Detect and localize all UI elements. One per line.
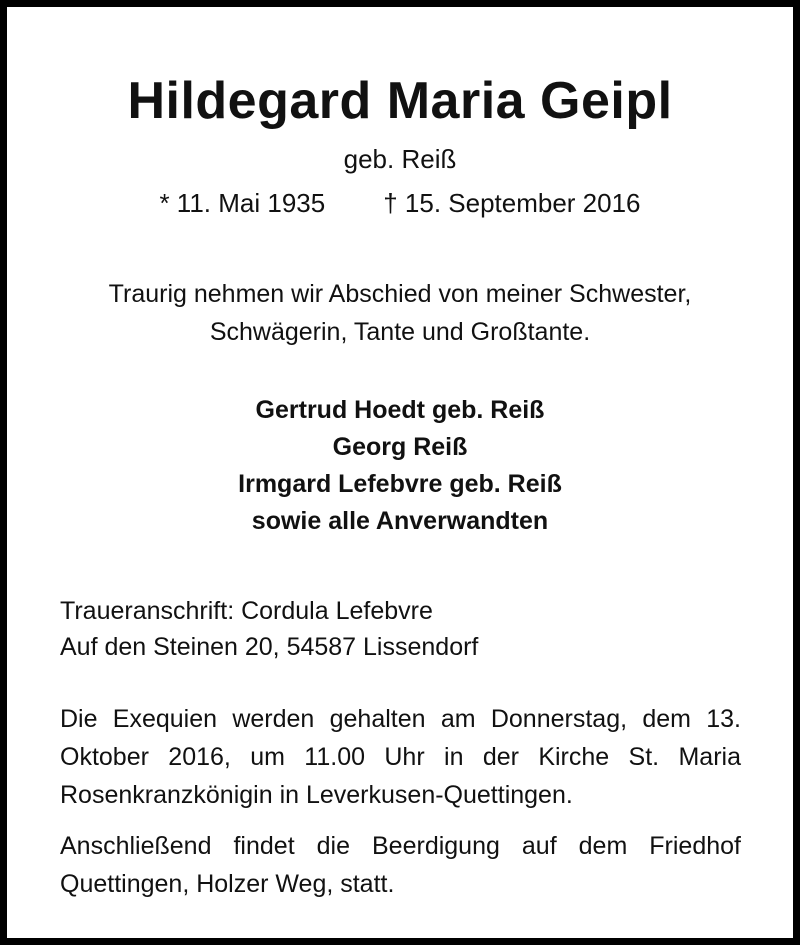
mourner-name: sowie alle Anverwandten <box>251 507 549 535</box>
mourners-list <box>7 392 793 540</box>
funeral-service-text: Die Exequien werden gehalten am Donnerstag, dem 13. Oktober 2016, um 11.00 Uhr in der Kirche St. Maria Rosenkranzkönigin in Leverkusen-Quettingen. <box>60 705 741 809</box>
deceased-name: Hildegard Maria Geipl <box>127 72 673 130</box>
farewell-text <box>47 275 753 351</box>
death-date: † 15. September 2016 <box>383 188 641 218</box>
life-dates <box>7 187 793 219</box>
maiden-name: geb. Reiß <box>343 144 457 174</box>
mourner-name: Gertrud Hoedt geb. Reiß <box>255 396 545 424</box>
burial-text: Anschließend findet die Beerdigung auf dem Friedhof Quettingen, Holzer Weg, statt. <box>60 832 741 898</box>
farewell-line: Schwägerin, Tante und Großtante. <box>209 318 591 346</box>
address-line: Auf den Steinen 20, 54587 Lissendorf <box>60 633 479 661</box>
mourner-name: Georg Reiß <box>332 433 468 461</box>
mourner-name: Irmgard Lefebvre geb. Reiß <box>238 470 562 498</box>
birth-date: * 11. Mai 1935 <box>159 188 326 218</box>
address-line: Traueranschrift: Cordula Lefebvre <box>60 597 433 625</box>
mourning-address <box>60 593 753 665</box>
farewell-line: Traurig nehmen wir Abschied von meiner Schwester, <box>108 280 692 308</box>
